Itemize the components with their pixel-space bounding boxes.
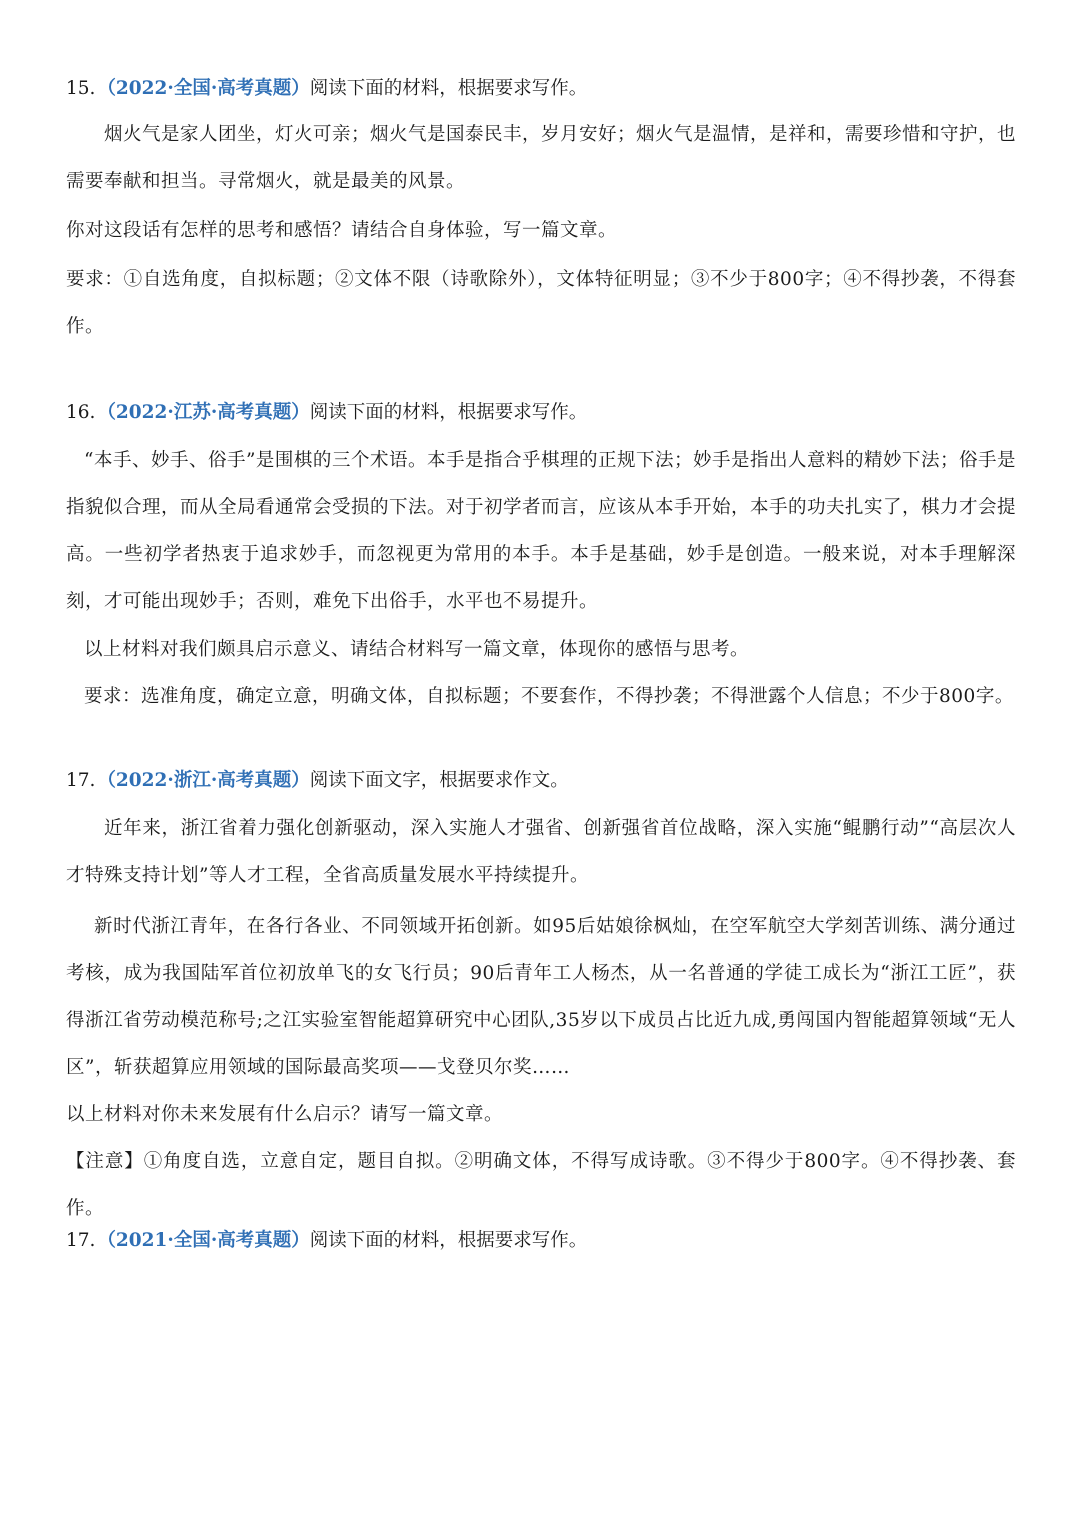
question-heading (66, 76, 1016, 101)
material-paragraph: “本手、妙手、俗手”是围棋的三个术语。本手是指合乎棋理的正规下法；妙手是指出人意料的精妙下法；俗手是指貌似合理，而从全局看通常会受损的下法。对于初学者而言，应该从本手开始，本手的功夫扎实了，棋力才会提高。一些初学者热衷于追求妙手，而忽视更为常用的本手。本手是基础，妙手是创造。一般来说，对本手理解深刻，才可能出现妙手；否则，难免下出俗手，水平也不易提升。 (66, 450, 1017, 612)
question-16 (66, 400, 1016, 720)
question-prompt: 阅读下面文字，根据要求作文。 (309, 770, 569, 791)
task-paragraph: 你对这段话有怎样的思考和感悟？请结合自身体验，写一篇文章。 (66, 220, 618, 241)
question-number: 16. (66, 402, 96, 423)
question-prompt: 阅读下面的材料，根据要求写作。 (309, 78, 588, 99)
question-number: 17. (66, 770, 96, 791)
question-heading (66, 400, 1016, 425)
task-paragraph: 以上材料对我们颇具启示意义、请结合材料写一篇文章，体现你的感悟与思考。 (84, 639, 750, 660)
notes-paragraph: 【注意】①角度自选，立意自定，题目自拟。②明确文体，不得写成诗歌。③不得少于800字。④不得抄袭、套作。 (66, 1151, 1016, 1219)
question-source: （2021·全国·高考真题） (97, 1230, 310, 1251)
question-17-zhejiang (66, 768, 1016, 1232)
material-paragraph: 烟火气是家人团坐，灯火可亲；烟火气是国泰民丰，岁月安好；烟火气是温情，是祥和，需要珍惜和守护，也需要奉献和担当。寻常烟火，就是最美的风景。 (66, 124, 1017, 192)
question-number: 15. (66, 78, 96, 99)
requirements-paragraph: 要求：①自选角度，自拟标题；②文体不限（诗歌除外），文体特征明显；③不少于800字；④不得抄袭，不得套作。 (66, 269, 1016, 337)
question-heading (66, 768, 1016, 793)
question-prompt: 阅读下面的材料，根据要求写作。 (309, 1230, 588, 1251)
question-source: （2022·江苏·高考真题） (97, 402, 310, 423)
question-prompt: 阅读下面的材料，根据要求写作。 (309, 402, 588, 423)
material-paragraph: 新时代浙江青年，在各行各业、不同领域开拓创新。如95后姑娘徐枫灿，在空军航空大学刻苦训练、满分通过考核，成为我国陆军首位初放单飞的女飞行员；90后青年工人杨杰，从一名普通的学徒工成长为“浙江工匠”，获得浙江省劳动模范称号;之江实验室智能超算研究中心团队,35岁以下成员占比近九成,勇闯国内智能超算领域“无人区”，斩获超算应用领域的国际最高奖项——戈登贝尔奖…… (66, 916, 1016, 1078)
question-source: （2022·全国·高考真题） (97, 78, 310, 99)
question-heading (66, 1228, 1016, 1253)
task-paragraph: 以上材料对你未来发展有什么启示？请写一篇文章。 (66, 1104, 504, 1125)
question-17-national (66, 1228, 1016, 1253)
question-source: （2022·浙江·高考真题） (97, 770, 310, 791)
material-paragraph: 近年来，浙江省着力强化创新驱动，深入实施人才强省、创新强省首位战略，深入实施“鲲鹏行动”“高层次人才特殊支持计划”等人才工程，全省高质量发展水平持续提升。 (66, 818, 1016, 886)
question-15 (66, 76, 1016, 350)
question-number: 17. (66, 1230, 96, 1251)
requirements-paragraph: 要求：选准角度，确定立意，明确文体，自拟标题；不要套作，不得抄袭；不得泄露个人信息；不少于800字。 (84, 686, 1014, 707)
